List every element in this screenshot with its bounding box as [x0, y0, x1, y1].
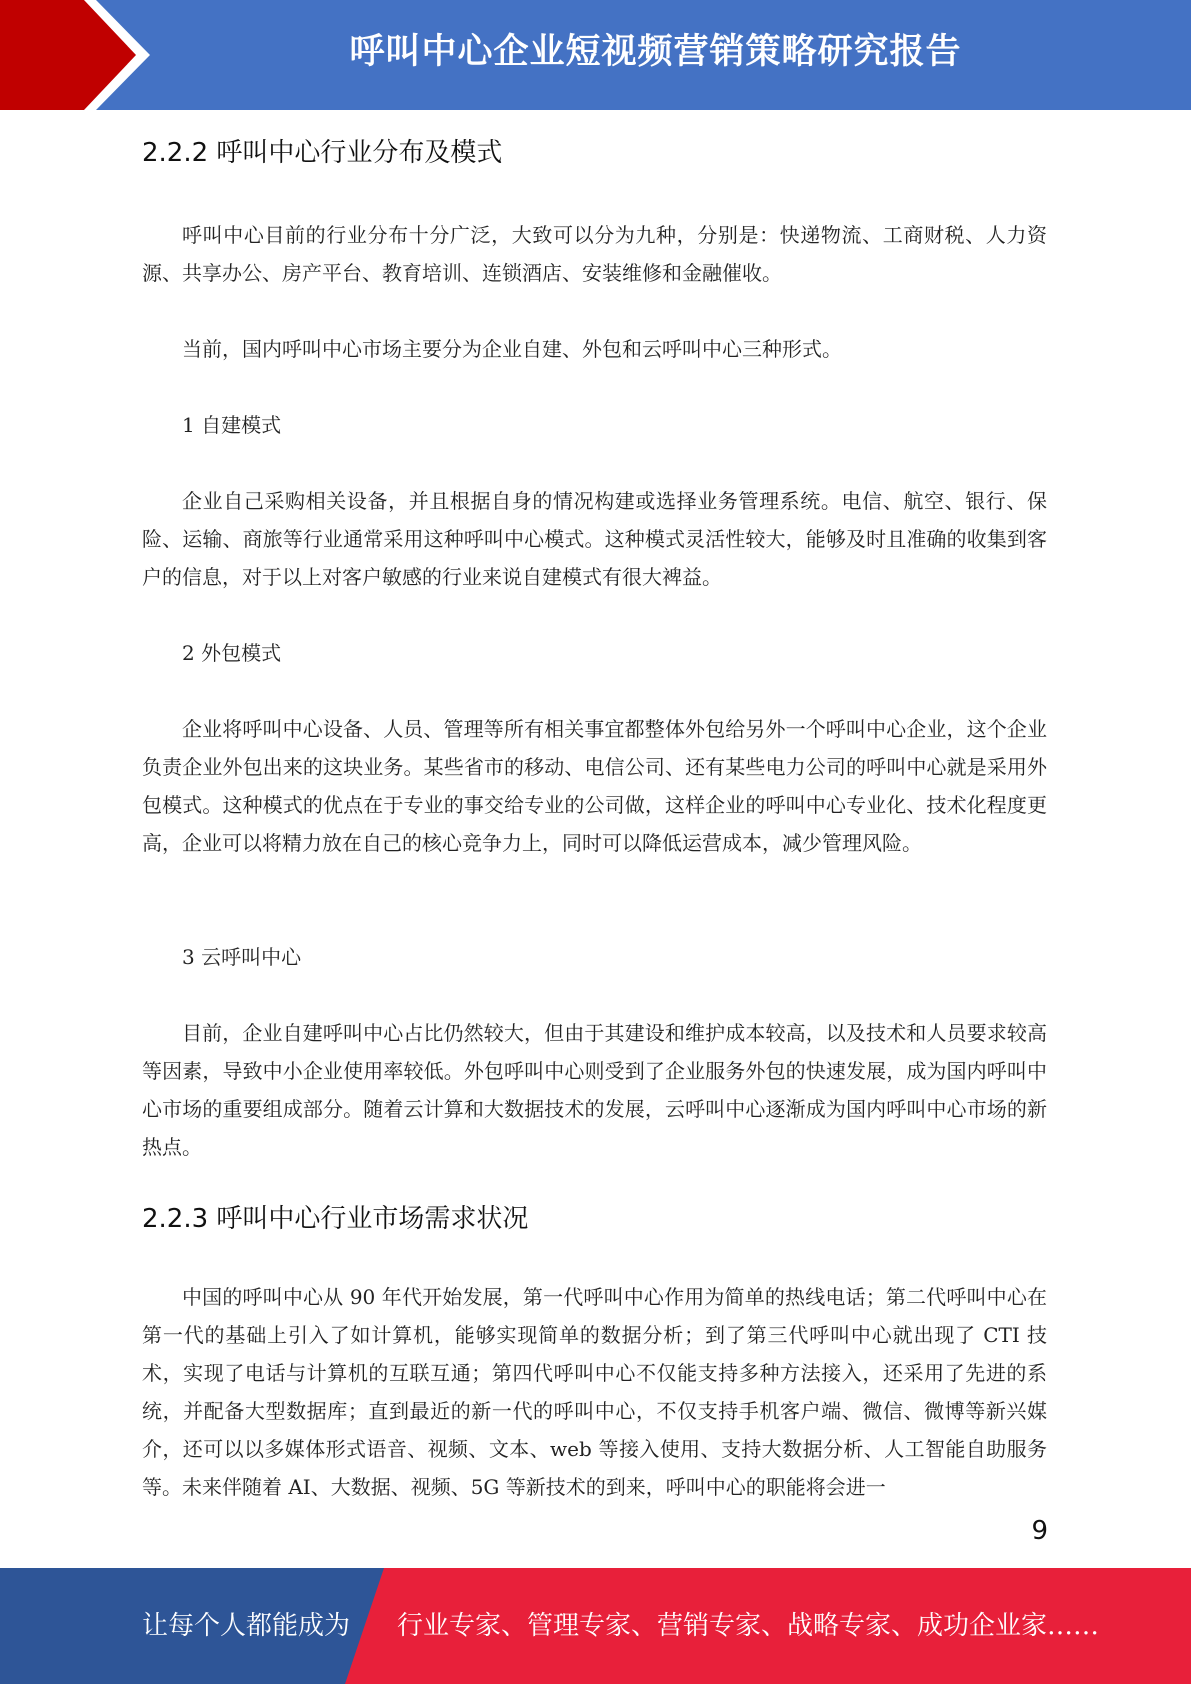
paragraph: 呼叫中心目前的行业分布十分广泛，大致可以分为九种，分别是：快递物流、工商财税、人力资源、共享办公、房产平台、教育培训、连锁酒店、安装维修和金融催收。 [142, 223, 1047, 285]
paragraph: 企业自己采购相关设备，并且根据自身的情况构建或选择业务管理系统。电信、航空、银行、保险、运输、商旅等行业通常采用这种呼叫中心模式。这种模式灵活性较大，能够及时且准确的收集到客户的信息，对于以上对客户敏感的行业来说自建模式有很大裨益。 [142, 489, 1047, 589]
paragraph: 企业将呼叫中心设备、人员、管理等所有相关事宜都整体外包给另外一个呼叫中心企业，这个企业负责企业外包出来的这块业务。某些省市的移动、电信公司、还有某些电力公司的呼叫中心就是采用外包模式。这种模式的优点在于专业的事交给专业的公司做，这样企业的呼叫中心专业化、技术化程度更高，企业可以将精力放在自己的核心竞争力上，同时可以降低运营成本，减少管理风险。 [142, 717, 1047, 855]
subheading-cloud: 3 云呼叫中心 [182, 945, 302, 969]
report-title: 呼叫中心企业短视频营销策略研究报告 [349, 32, 962, 72]
subheading-self-built: 1 自建模式 [182, 413, 282, 437]
section-heading-2-2-2: 2.2.2 呼叫中心行业分布及模式 [142, 138, 503, 168]
section-heading-2-2-3: 2.2.3 呼叫中心行业市场需求状况 [142, 1204, 529, 1234]
subheading-outsourcing: 2 外包模式 [182, 641, 282, 665]
page-footer [0, 1568, 1191, 1684]
footer-slogan-left: 让每个人都能成为 [142, 1611, 351, 1641]
paragraph: 当前，国内呼叫中心市场主要分为企业自建、外包和云呼叫中心三种形式。 [182, 337, 842, 361]
paragraph: 中国的呼叫中心从 90 年代开始发展，第一代呼叫中心作用为简单的热线电话；第二代呼叫中心在第一代的基础上引入了如计算机，能够实现简单的数据分析；到了第三代呼叫中心就出现了 CTI 技术，实现了电话与计算机的互联互通；第四代呼叫中心不仅能支持多种方法接入，还采用了先进的系统，并配备大型数据库；直到最近的新一代的呼叫中心，不仅支持手机客户端、微信、微博等新兴媒介，还可以以多媒体形式语音、视频、文本、web 等接入使用、支持大数据分析、人工智能自助服务等。未来伴随着 AI、大数据、视频、5G 等新技术的到来，呼叫中心的职能将会进一 [142, 1285, 1047, 1499]
footer-slogan-right: 行业专家、管理专家、营销专家、战略专家、成功企业家…… [397, 1611, 1100, 1641]
paragraph: 目前，企业自建呼叫中心占比仍然较大，但由于其建设和维护成本较高，以及技术和人员要求较高等因素，导致中小企业使用率较低。外包呼叫中心则受到了企业服务外包的快速发展，成为国内呼叫中心市场的重要组成部分。随着云计算和大数据技术的发展，云呼叫中心逐渐成为国内呼叫中心市场的新热点。 [142, 1021, 1047, 1159]
page-header [0, 0, 1191, 110]
page-number: 9 [1031, 1516, 1048, 1546]
